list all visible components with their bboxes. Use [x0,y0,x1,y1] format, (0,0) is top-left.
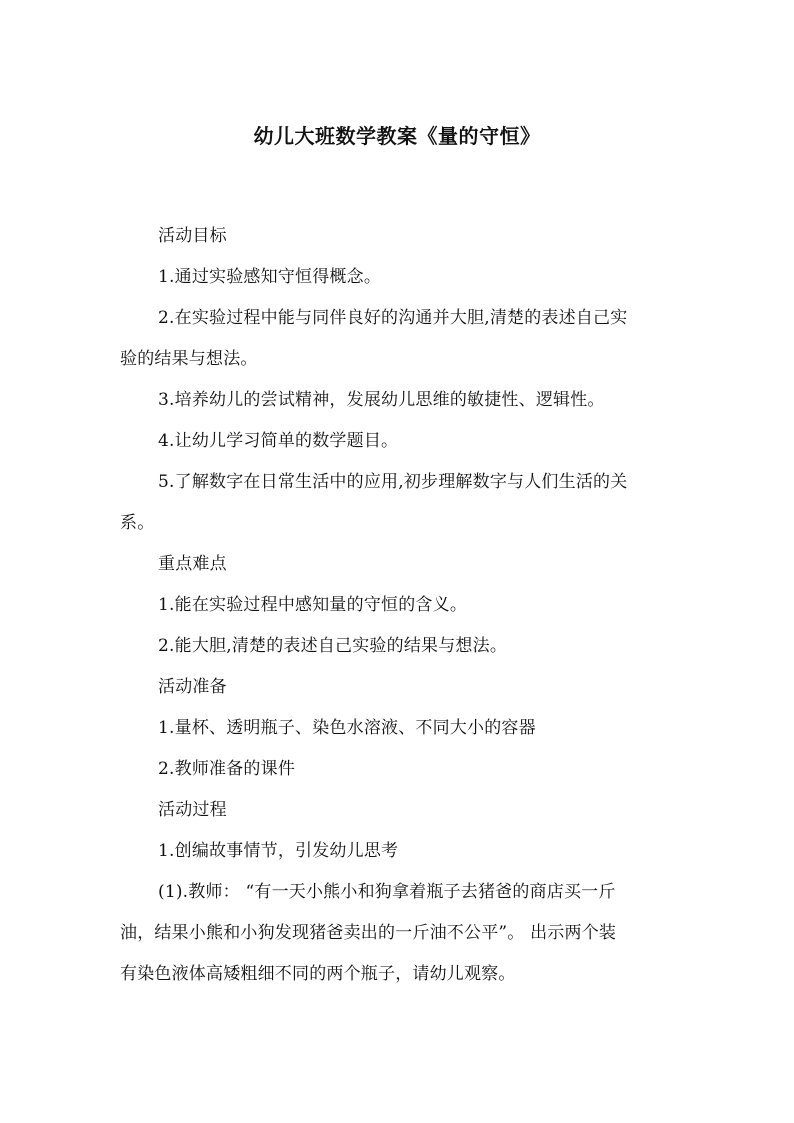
preparation-1: 1.量杯、透明瓶子、染色水溶液、不同大小的容器 [158,718,536,738]
heading-activity-goals: 活动目标 [158,226,227,246]
heading-activity-process: 活动过程 [158,800,227,820]
goal-4: 4.让幼儿学习简单的数学题目。 [158,431,399,451]
goal-2-line-1: 2.在实验过程中能与同伴良好的沟通并大胆,清楚的表述自己实 [158,308,628,328]
page-title: 幼儿大班数学教案《量的守恒》 [253,124,541,148]
process-paragraph-line-1: (1).教师： “有一天小熊小和狗拿着瓶子去猪爸的商店买一斤 [158,882,616,902]
goal-5-line-2: 系。 [120,513,155,533]
process-paragraph-line-3: 有染色液体高矮粗细不同的两个瓶子，请幼儿观察。 [120,964,516,984]
process-paragraph-line-2: 油，结果小熊和小狗发现猪爸卖出的一斤油不公平”。 出示两个装 [120,923,617,943]
heading-activity-preparation: 活动准备 [158,677,227,697]
difficulty-1: 1.能在实验过程中感知量的守恒的含义。 [158,595,468,615]
goal-5-line-1: 5.了解数字在日常生活中的应用,初步理解数字与人们生活的关 [158,472,628,492]
difficulty-2: 2.能大胆,清楚的表述自己实验的结果与想法。 [158,636,508,656]
goal-2-line-2: 验的结果与想法。 [120,349,258,369]
goal-1: 1.通过实验感知守恒得概念。 [158,267,382,287]
heading-key-difficulties: 重点难点 [158,554,227,574]
process-step-1: 1.创编故事情节，引发幼儿思考 [158,841,399,861]
preparation-2: 2.教师准备的课件 [158,759,296,779]
goal-3: 3.培养幼儿的尝试精神，发展幼儿思维的敏捷性、逻辑性。 [158,390,605,410]
